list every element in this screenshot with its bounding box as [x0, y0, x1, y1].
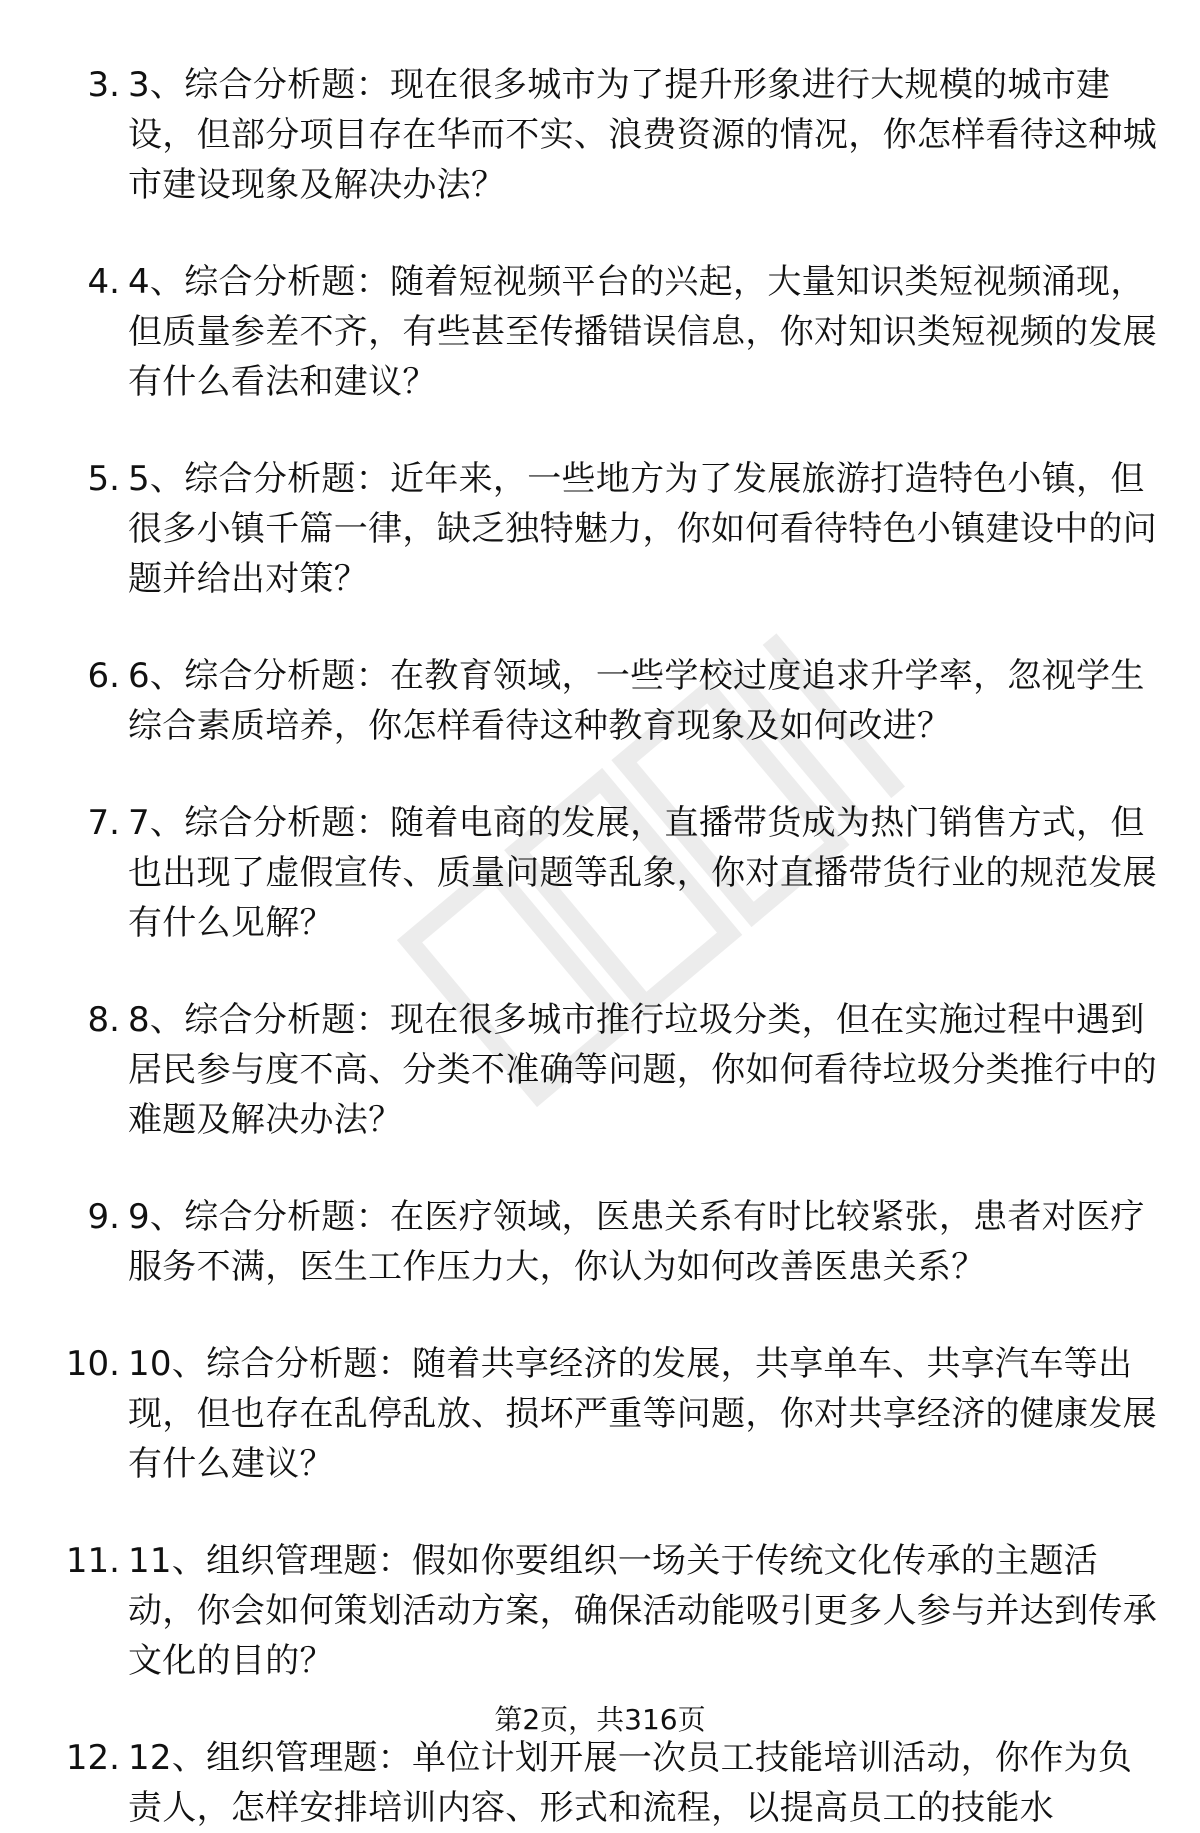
- list-item: [0, 454, 1200, 651]
- question-number: 6.: [87, 656, 120, 696]
- list-item: [0, 1733, 1200, 1833]
- list-item: [0, 60, 1200, 257]
- question-text: 11、组织管理题：假如你要组织一场关于传统文化传承的主题活动，你会如何策划活动方案，确保活动能吸引更多人参与并达到传承文化的目的？: [128, 1541, 1157, 1681]
- question-number: 8.: [87, 1000, 120, 1040]
- list-item: [0, 995, 1200, 1192]
- list-item: [0, 1192, 1200, 1339]
- question-number: 7.: [87, 803, 120, 843]
- question-number: 12.: [65, 1738, 120, 1778]
- question-text: 3、综合分析题：现在很多城市为了提升形象进行大规模的城市建设，但部分项目存在华而不实、浪费资源的情况，你怎样看待这种城市建设现象及解决办法？: [128, 65, 1157, 205]
- list-item: [0, 257, 1200, 454]
- question-number: 11.: [65, 1541, 120, 1581]
- question-text: 10、综合分析题：随着共享经济的发展，共享单车、共享汽车等出现，但也存在乱停乱放、损坏严重等问题，你对共享经济的健康发展有什么建议？: [128, 1344, 1157, 1484]
- question-text: 8、综合分析题：现在很多城市推行垃圾分类，但在实施过程中遇到居民参与度不高、分类不准确等问题，你如何看待垃圾分类推行中的难题及解决办法？: [128, 1000, 1157, 1140]
- question-list: [0, 60, 1200, 1833]
- question-number: 5.: [87, 459, 120, 499]
- question-text: 9、综合分析题：在医疗领域，医患关系有时比较紧张，患者对医疗服务不满，医生工作压力大，你认为如何改善医患关系？: [128, 1197, 1145, 1287]
- question-text: 4、综合分析题：随着短视频平台的兴起，大量知识类短视频涌现，但质量参差不齐，有些甚至传播错误信息，你对知识类短视频的发展有什么看法和建议？: [128, 262, 1157, 402]
- question-text: 12、组织管理题：单位计划开展一次员工技能培训活动，你作为负责人，怎样安排培训内容、形式和流程，以提高员工的技能水: [128, 1738, 1133, 1828]
- question-text: 7、综合分析题：随着电商的发展，直播带货成为热门销售方式，但也出现了虚假宣传、质量问题等乱象，你对直播带货行业的规范发展有什么见解？: [128, 803, 1157, 943]
- list-item: [0, 798, 1200, 995]
- question-number: 9.: [87, 1197, 120, 1237]
- question-number: 10.: [65, 1344, 120, 1384]
- page-footer: 第2页，共316页: [494, 1703, 706, 1736]
- question-number: 4.: [87, 262, 120, 302]
- question-text: 5、综合分析题：近年来，一些地方为了发展旅游打造特色小镇，但很多小镇千篇一律，缺乏独特魅力，你如何看待特色小镇建设中的问题并给出对策？: [128, 459, 1157, 599]
- list-item: [0, 651, 1200, 798]
- list-item: [0, 1339, 1200, 1536]
- question-text: 6、综合分析题：在教育领域，一些学校过度追求升学率，忽视学生综合素质培养，你怎样看待这种教育现象及如何改进？: [128, 656, 1145, 746]
- question-number: 3.: [87, 65, 120, 105]
